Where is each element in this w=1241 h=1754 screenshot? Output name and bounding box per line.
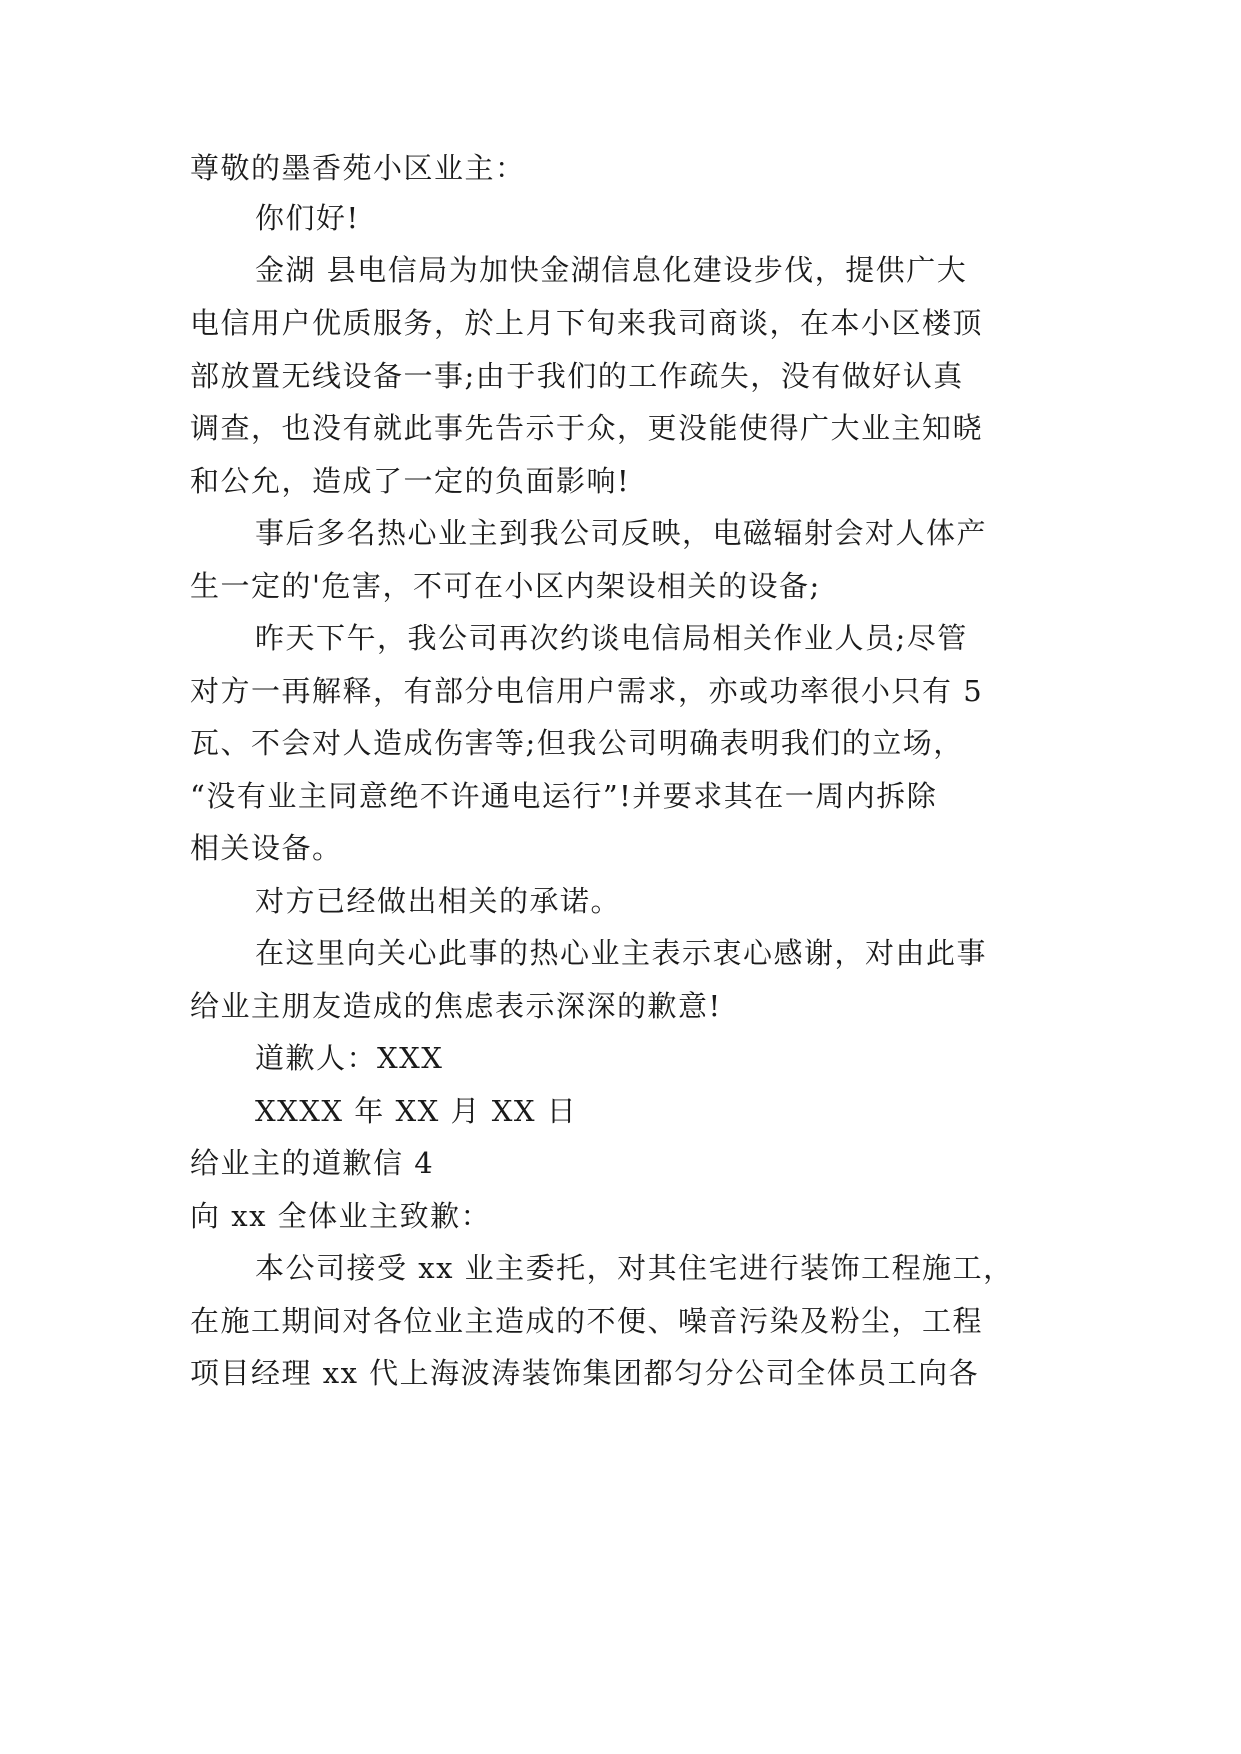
paragraph-line: 在这里向关心此事的热心业主表示衷心感谢，对由此事 [255, 936, 988, 970]
paragraph-line: 昨天下午，我公司再次约谈电信局相关作业人员;尽管 [255, 621, 968, 655]
paragraph-line: 调查，也没有就此事先告示于众，更没能使得广大业主知晓 [190, 411, 984, 445]
paragraph-line: “没有业主同意绝不许通电运行”!并要求其在一周内拆除 [190, 779, 938, 813]
paragraph-line: 本公司接受 xx 业主委托，对其住宅进行装饰工程施工， [255, 1251, 1014, 1285]
greeting: 你们好! [255, 201, 360, 235]
signature-line: 道歉人：XXX [255, 1041, 444, 1075]
section-title: 给业主的道歉信 4 [190, 1146, 435, 1180]
paragraph-line: 金湖 县电信局为加快金湖信息化建设步伐，提供广大 [255, 253, 968, 287]
paragraph-line: 在施工期间对各位业主造成的不便、噪音污染及粉尘，工程 [190, 1304, 984, 1338]
paragraph-line: 部放置无线设备一事;由于我们的工作疏失，没有做好认真 [190, 359, 964, 393]
paragraph-line: 对方一再解释，有部分电信用户需求，亦或功率很小只有 5 [190, 674, 984, 708]
paragraph-line: 给业主朋友造成的焦虑表示深深的歉意! [190, 989, 722, 1023]
paragraph-line: 电信用户优质服务，於上月下旬来我司商谈，在本小区楼顶 [190, 306, 984, 340]
salutation: 尊敬的墨香苑小区业主： [190, 151, 526, 185]
paragraph-line: 和公允，造成了一定的负面影响! [190, 464, 631, 498]
paragraph-line: 生一定的'危害，不可在小区内架设相关的设备; [190, 569, 821, 603]
paragraph-line: 瓦、不会对人造成伤害等;但我公司明确表明我们的立场， [190, 726, 964, 760]
paragraph-line: 相关设备。 [190, 831, 343, 865]
paragraph-line: 对方已经做出相关的承诺。 [255, 884, 622, 918]
paragraph-line: 事后多名热心业主到我公司反映，电磁辐射会对人体产 [255, 516, 988, 550]
salutation: 向 xx 全体业主致歉： [190, 1199, 492, 1233]
date-line: XXXX 年 XX 月 XX 日 [255, 1094, 578, 1128]
paragraph-line: 项目经理 xx 代上海波涛装饰集团都匀分公司全体员工向各 [190, 1356, 980, 1390]
